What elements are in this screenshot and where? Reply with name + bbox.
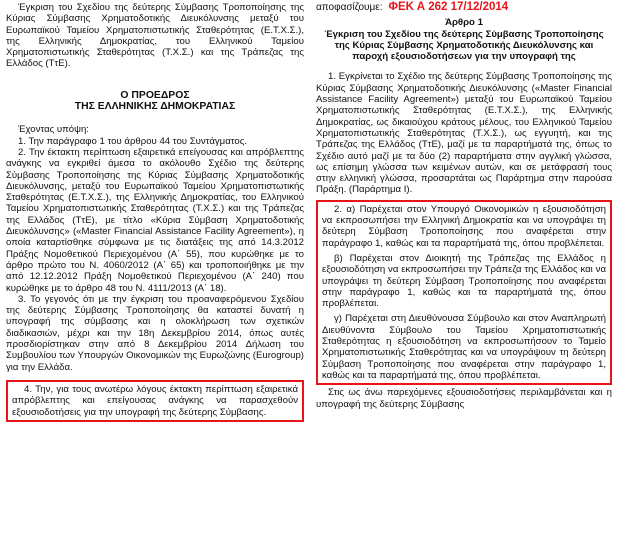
fek-reference: ΦΕΚ Α 262 17/12/2014 [388,1,509,13]
highlight-box-recital-4 [6,380,304,422]
president-heading: Ο ΠΡΟΕΔΡΟΣ [120,89,190,101]
recital-3: 3. Το γεγονός ότι με την έγκριση του προαναφερόμενου Σχεδίου της δεύτερης Σύμβασης Τροποποίησης θα καταστεί δυνατή η υπογραφή της σύμβασης και η ολοκλήρωση των σχετικών διαδικασιών, μέχρι και την 18η Δεκεμβρίου 2014, όπως αυτές προσδιορίστηκαν στην από 8 Δεκεμβρίου 2014 Δήλωση του Συμβουλίου των Υπουργών Οικονομικών της Ευρωζώνης (Eurogroup) για την Ελλάδα. [6,293,304,373]
paragraph-2a: 2. α) Παρέχεται στον Υπουργό Οικονομικών η εξουσιοδότηση να εκπροσωπήσει την Ελληνική Δημοκρατία και να υπογράψει τη δεύτερη Σύμβαση Τροποποίησης που αναφέρεται στην παράγραφο 1, καθώς και τα παραρτήματά της, όπου προβλέπεται. [322,203,606,249]
recital-2: 2. Την έκτακτη περίπτωση εξαιρετικά επείγουσας και απρόβλεπτης ανάγκης να εγκριθεί άμεσα το ακόλουθο Σχέδιο της δεύτερης Σύμβασης Τροποποίησης της Κύριας Σύμβασης Χρηματοδοτικής Διευκόλυνσης, μεταξύ του Ευρωπαϊκού Ταμείου Χρηματοπιστωτικής Σταθερότητας (Ε.Τ.Χ.Σ.), της Ελληνικής Δημοκρατίας, του Ελληνικού Ταμείου Χρηματοπιστωτικής Σταθερότητας (Τ.Χ.Σ.) και της Τράπεζας της Ελλάδος (ΤτΕ), με τίτλο «Κύρια Σύμβαση Χρηματοδοτικής Διευκόλυνσης» («Master Financial Assistance Facility Agreement»), η οποία καταρτίσθηκε σύμφωνα με τις διατάξεις της από 14.3.2012 Πράξης Νομοθετικού Περιεχομένου (Α΄ 55), που κυρώθηκε με το άρθρο πρώτο του Ν. 4060/2012 (Α΄ 65) και τροποποιήθηκε με την από 12.12.2012 Πράξη Νομοθετικού Περιεχομένου (Α΄ 240) που κυρώθηκε με το άρθρο 48 του Ν. 4111/2013 (Α΄ 18). [6,146,304,294]
paragraph-1: 1. Εγκρίνεται το Σχέδιο της δεύτερης Σύμβασης Τροποποίησης της Κύριας Σύμβασης Χρηματοδοτικής Διευκόλυνσης («Master Financial Assistance Facility Agreement») μεταξύ του Ευρωπαϊκού Ταμείου Χρηματοπιστωτικής Σταθερότητας (Ε.Τ.Χ.Σ.), της Ελληνικής Δημοκρατίας, ως δικαιούχου κράτους μέλους, του Ελληνικού Ταμείου Χρηματοπιστωτικής Σταθερότητας (Τ.Χ.Σ.), ως εγγυητή, και της Τράπεζας της Ελλάδος (ΤτΕ), μαζί με τα παραρτήματά της, όπως το Σχέδιο αυτό μαζί με τα δύο (2) παραρτήματα στην αγγλική γλώσσα, ως επίσημη γλώσσα των κειμένων αυτών, και σε μετάφρασή τους στην ελληνική γλώσσα, προσαρτάται ως Παράρτημα στην παρούσα Πράξη. (Παράρτημα Ι). [316,71,612,196]
decree-intro: Έγκριση του Σχεδίου της δεύτερης Σύμβασης Τροποποίησης της Κύριας Σύμβασης Χρηματοδοτικής Διευκόλυνσης μεταξύ του Ευρωπαϊκού Ταμείου Χρηματοπιστωτικής Σταθερότητας (Ε.Τ.Χ.Σ.), της Ελληνικής Δημοκρατίας, του Ελληνικού Ταμείου Χρηματοπιστωτικής Σταθερότητας (Τ.Χ.Σ.) και της Τράπεζας της Ελλάδος (ΤτΕ). [6,2,304,70]
paragraph-2c: γ) Παρέχεται στη Διευθύνουσα Σύμβουλο και στον Αναπληρωτή Διευθύνοντα Σύμβουλο του Ταμείου Χρηματοπιστωτικής Σταθερότητας η εξουσιοδότηση να εκπροσωπήσουν το Ταμείο Χρηματοπιστωτικής Σταθερότητας και να υπογράψουν τη δεύτερη Σύμβαση Τροποποίησης που αναφέρεται στην παράγραφο 1, καθώς και τα παραρτήματά της, όπου προβλέπεται. [322,313,606,381]
recital-4: 4. Την, για τους ανωτέρω λόγους έκτακτη περίπτωση εξαιρετικά απρόβλεπτης και επείγουσας ανάγκης να παρασχεθούν εξουσιοδοτήσεις για την υπογραφή της δεύτερης Σύμβασης. [12,383,298,418]
highlight-box-paragraph-2 [316,200,612,385]
paragraph-tail: Στις ως άνω παρεχόμενες εξουσιοδοτήσεις περιλαμβάνεται και η υπογραφή της δεύτερης Σύμβασης [316,387,612,410]
having-regard-label: Έχοντας υπόψη: [18,124,89,136]
left-column [6,0,304,422]
article-title: Έγκριση του Σχεδίου της δεύτερης Σύμβασης Τροποποίησης της Κύριας Σύμβασης Χρηματοδοτικής Διευκόλυνσης και παροχή εξουσιοδοτήσεων για την υπογραφή της [324,28,604,63]
paragraph-2b: β) Παρέχεται στον Διοικητή της Τράπεζας της Ελλάδος η εξουσιοδότηση να εκπροσωπήσει την Τράπεζα της Ελλάδος και να υπογράψει τη δεύτερη Σύμβαση Τροποποίησης που αναφέρεται στην παράγραφο 1, καθώς και τα παραρτήματά της, όπου προβλέπεται. [322,252,606,310]
decision-line [316,2,612,13]
article-number: Άρθρο 1 [445,17,483,29]
right-column [316,0,612,410]
decide-label: αποφασίζουμε: [316,2,383,13]
recital-1: 1. Την παράγραφο 1 του άρθρου 44 του Συντάγματος. [18,135,248,147]
republic-heading: ΤΗΣ ΕΛΛΗΝΙΚΗΣ ΔΗΜΟΚΡΑΤΙΑΣ [74,101,236,113]
